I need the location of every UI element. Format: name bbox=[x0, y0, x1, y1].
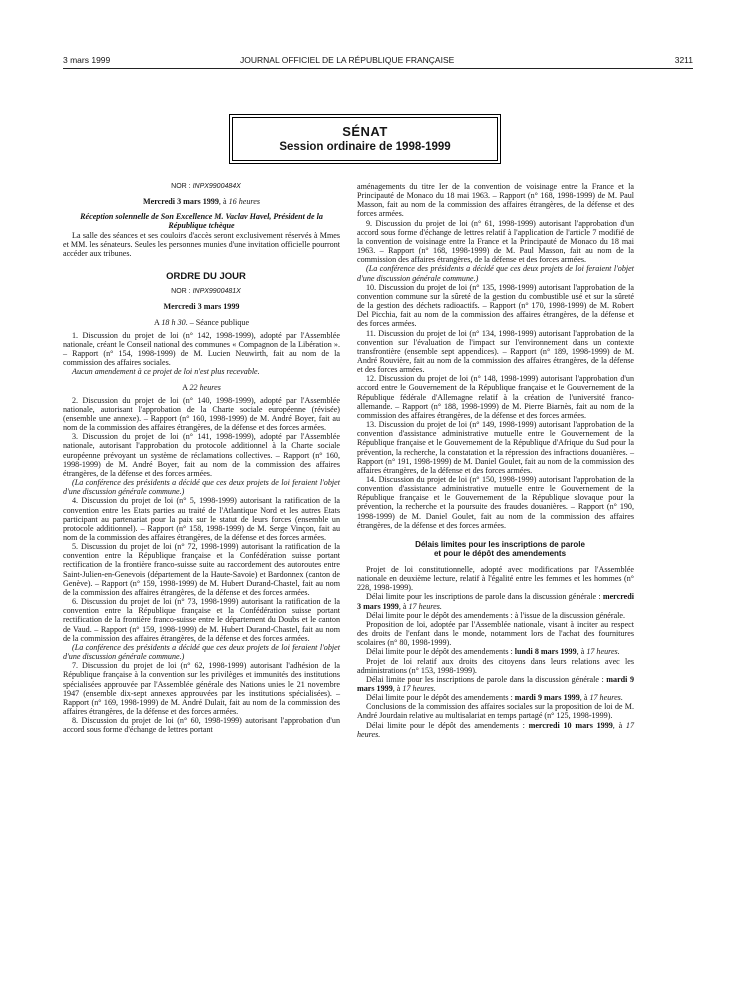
header-rule bbox=[63, 68, 693, 69]
deadline: Délai limite pour le dépôt des amendements : mardi 9 mars 1999, à 17 heures. bbox=[366, 693, 623, 703]
agenda-item: 9. Discussion du projet de loi (n° 61, 1998-1999) autorisant l'approbation d'un accord sous forme d'échange de lettres relatif à l'application de l'article 7 modifié de la convention de voisinage entre la France et la Principauté de Monaco du 18 mai 1963. – Rapport (n° 168, 1998-1999) de M. Paul Masson, fait au nom de la commission des affaires étrangères, de la défense et des forces armées. bbox=[357, 218, 634, 265]
agenda-item: 12. Discussion du projet de loi (n° 148, 1998-1999) autorisant l'approbation d'un accord entre le Gouvernement de la République française et le Gouvernement de la République fédérale d'Allemagne relatif à la création de l'université franco-allemande. – Rapport (n° 188, 1998-1999) de M. Pierre Biarnès, fait au nom de la commission des affaires étrangères, de la défense et des forces armées. bbox=[357, 374, 634, 420]
deadline: Délai limite pour le dépôt des amendements : lundi 8 mars 1999, à 17 heures. bbox=[366, 647, 620, 657]
page-header bbox=[0, 55, 731, 67]
ordre-du-jour-heading: ORDRE DU JOUR bbox=[166, 271, 246, 283]
agenda-item: 11. Discussion du projet de loi (n° 134, 1998-1999) autorisant l'approbation de la convention sur l'évaluation de l'impact sur l'environnement dans un contexte transfrontière (ensemble sept appendices). – Rapport (n° 189, 1998-1999) de M. André Rouvière, fait au nom de la commission des affaires étrangères, de la défense et des forces armées. bbox=[357, 328, 634, 375]
agenda-note: (La conférence des présidents a décidé que ces deux projets de loi feraient l'objet d'une discussion générale commune.) bbox=[63, 478, 340, 497]
paragraph: Projet de loi relatif aux droits des citoyens dans leurs relations avec les administrations (n° 153, 1998-1999). bbox=[357, 656, 634, 675]
paragraph: Conclusions de la commission des affaires sociales sur la proposition de loi de M. André Jourdain relative au multisalariat en temps partagé (n° 125, 1998-1999). bbox=[357, 702, 634, 721]
delais-heading-line2: et pour le dépôt des amendements bbox=[433, 549, 567, 559]
agenda-item-continued: aménagements du titre Ier de la convention de voisinage entre la France et la Principauté de Monaco du 18 mai 1963. – Rapport (n° 168, 1998-1999) de M. Paul Masson, fait au nom de la commission des affaires étrangères, de la défense et des forces armées. bbox=[357, 182, 634, 219]
agenda-item: 2. Discussion du projet de loi (n° 140, 1998-1999), adopté par l'Assemblée nationale, autorisant l'approbation de la Charte sociale européenne (révisée) (ensemble une annexe). – Rapport (n° 160, 1998-1999) de M. André Boyer, fait au nom de la commission des affaires étrangères, de la défense et des forces armées. bbox=[63, 395, 340, 433]
right-column bbox=[357, 182, 634, 739]
agenda-item: 8. Discussion du projet de loi (n° 60, 1998-1999) autorisant l'approbation d'un accord sous forme d'échange de lettres portant bbox=[63, 716, 340, 735]
left-column bbox=[63, 182, 340, 734]
agenda-item: 4. Discussion du projet de loi (n° 5, 1998-1999) autorisant la ratification de la convention entre les Etats parties au traité de l'Atlantique Nord et les autres Etats participant au partenariat pour la paix sur le statut de leurs forces (ensemble un protocole additionnel). – Rapport (n° 158, 1998-1999) de M. Serge Vinçon, fait au nom de la commission des affaires étrangères, de la défense et des forces armées. bbox=[63, 496, 340, 542]
nor-reference: NOR : INPX9900481X bbox=[171, 288, 241, 296]
agenda-note: (La conférence des présidents a décidé que ces deux projets de loi feraient l'objet d'une discussion générale commune.) bbox=[63, 642, 340, 662]
deadline: Délai limite pour les inscriptions de parole dans la discussion générale : mardi 9 mars 1999, à 17 heures. bbox=[357, 674, 634, 693]
deadline: Délai limite pour le dépôt des amendements : à l'issue de la discussion générale. bbox=[366, 610, 626, 620]
delais-heading-line1: Délais limites pour les inscriptions de parole bbox=[415, 539, 585, 549]
senat-title-box bbox=[232, 117, 498, 161]
agenda-item: 14. Discussion du projet de loi (n° 150, 1998-1999) autorisant l'approbation de la convention d'assistance administrative mutuelle entre le Gouvernement de la République française et le Gouvernement de la République slovaque pour la prévention, la recherche et la poursuite des fraudes douanières. – Rapport (n° 190, 1998-1999) de M. Daniel Goulet, fait au nom de la commission des affaires étrangères, de la défense et des forces armées. bbox=[357, 475, 634, 530]
paragraph: Projet de loi constitutionnelle, adopté avec modifications par l'Assemblée nationale en deuxième lecture, relatif à l'égalité entre les femmes et les hommes (n° 228, 1998-1999). bbox=[357, 564, 634, 593]
paragraph: La salle des séances et ses couloirs d'accès seront exclusivement réservés à Mmes et MM. les sénateurs. Seules les personnes munies d'une invitation officielle pourront accéder aux tribunes. bbox=[63, 230, 340, 258]
session-date: Mercredi 3 mars 1999 bbox=[163, 302, 240, 312]
agenda-item: 6. Discussion du projet de loi (n° 73, 1998-1999) autorisant la ratification de la convention entre la République française et la Confédération suisse portant rectification de la frontière franco-suisse entre le département du Doubs et le canton de Vaud. – Rapport (n° 159, 1998-1999) de M. Hubert Durand-Chastel, fait au nom de la commission des affaires étrangères, de la défense et des forces armées. bbox=[63, 597, 340, 643]
time-heading: A 18 h 30. – Séance publique bbox=[153, 317, 250, 327]
deadline: Délai limite pour les inscriptions de parole dans la discussion générale : mercredi 3 mars 1999, à 17 heures. bbox=[357, 592, 634, 611]
agenda-item: 1. Discussion du projet de loi (n° 142, 1998-1999), adopté par l'Assemblée nationale, créant le Conseil national des communes « Compagnon de la Libération ». – Rapport (n° 154, 1998-1999) de M. Lucien Neuwirth, fait au nom de la commission des affaires sociales. bbox=[63, 330, 340, 368]
header-page-number: 3211 bbox=[674, 55, 693, 65]
agenda-item: 10. Discussion du projet de loi (n° 135, 1998-1999) autorisant l'approbation de la convention commune sur la sûreté de la gestion du combustible usé et sur la sûreté de la gestion des déchets radioactifs. – Rapport (n° 170, 1998-1999) de M. Robert Del Picchia, fait au nom de la commission des affaires étrangères, de la défense et des forces armées. bbox=[357, 282, 634, 329]
session-date: Mercredi 3 mars 1999, à 16 heures bbox=[143, 197, 260, 207]
agenda-item: 7. Discussion du projet de loi (n° 62, 1998-1999) autorisant l'adhésion de la République française à la convention sur les privilèges et immunités des institutions spécialisées approuvée par l'Assemblée générale des Nations unies le 21 novembre 1947 (ensemble dix-sept annexes approuvées par les institutions spécialisées). – Rapport (n° 169, 1998-1999) de M. André Dulait, fait au nom de la commission des affaires étrangères, de la défense et des forces armées. bbox=[63, 661, 340, 716]
time-heading: A 22 heures bbox=[182, 382, 221, 392]
paragraph: Proposition de loi, adoptée par l'Assemblée nationale, visant à inciter au respect des droits de l'enfant dans le monde, notamment lors de l'achat des fournitures scolaires (n° 80, 1998-1999). bbox=[357, 619, 634, 648]
header-journal-title: JOURNAL OFFICIEL DE LA RÉPUBLIQUE FRANÇAISE bbox=[240, 55, 455, 65]
agenda-item: 3. Discussion du projet de loi (n° 141, 1998-1999), adopté par l'Assemblée nationale, autorisant l'approbation du protocole additionnel à la Charte sociale européenne prévoyant un système de réclamations collectives. – Rapport (n° 160, 1998-1999) de M. André Boyer, fait au nom de la commission des affaires étrangères, de la défense et des forces armées. bbox=[63, 432, 340, 478]
agenda-item: 5. Discussion du projet de loi (n° 72, 1998-1999) autorisant la ratification de la convention entre la République française et la Confédération suisse portant rectification de la frontière franco-suisse suite au raccordement des autoroutes entre Saint-Julien-en-Genevois (département de la Haute-Savoie) et Bardonnex (canton de Genève). – Rapport (n° 159, 1998-1999) de M. Hubert Durand-Chastel, fait au nom de la commission des affaires étrangères, de la défense et des forces armées. bbox=[63, 542, 340, 597]
senat-title: SÉNAT bbox=[342, 124, 388, 139]
deadline: Délai limite pour le dépôt des amendements : mercredi 10 mars 1999, à 17 heures. bbox=[357, 720, 634, 739]
agenda-note: (La conférence des présidents a décidé que ces deux projets de loi feraient l'objet d'une discussion générale commune.) bbox=[357, 264, 634, 283]
nor-reference: NOR : INPX9900484X bbox=[171, 183, 241, 190]
session-subtitle: Session ordinaire de 1998-1999 bbox=[279, 141, 451, 153]
reception-heading: Réception solennelle de Son Excellence M. Vaclav Havel, Président de la République tchèque bbox=[80, 212, 323, 231]
agenda-note: Aucun amendement à ce projet de loi n'est plus recevable. bbox=[72, 367, 260, 377]
agenda-item: 13. Discussion du projet de loi (n° 149, 1998-1999) autorisant l'approbation de la convention d'assistance administrative mutuelle entre le Gouvernement de la République française et le Gouvernement de la République d'Afrique du Sud pour la prévention, la recherche, la constatation et la répression des infractions douanières. – Rapport (n° 191, 1998-1999) de M. Daniel Goulet, fait au nom de la commission des affaires étrangères, de la défense et des forces armées. bbox=[357, 420, 634, 475]
header-date: 3 mars 1999 bbox=[63, 55, 111, 65]
